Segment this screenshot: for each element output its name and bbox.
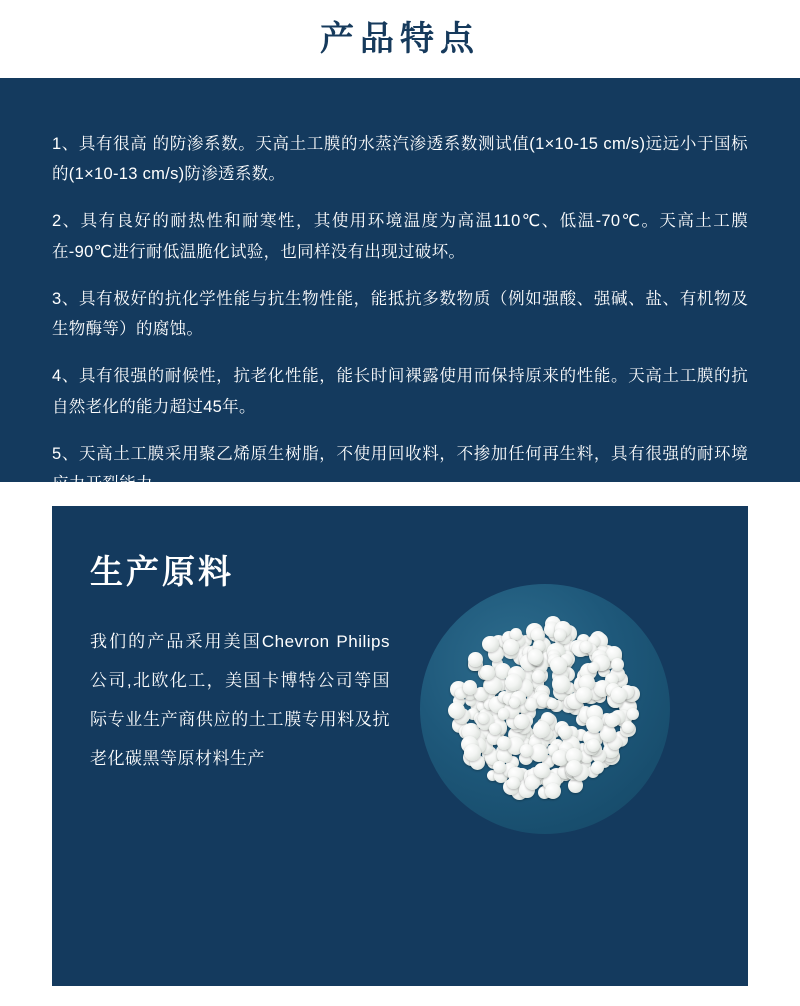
pellet bbox=[580, 641, 592, 653]
pellet bbox=[480, 665, 494, 679]
pellet bbox=[566, 760, 582, 776]
pellet bbox=[588, 662, 599, 673]
pellet bbox=[591, 761, 604, 774]
pellet bbox=[505, 674, 522, 691]
page-title-bar bbox=[0, 0, 800, 78]
pellet bbox=[622, 721, 634, 733]
pellet bbox=[552, 675, 569, 692]
pellet bbox=[528, 649, 544, 665]
pellet bbox=[463, 680, 478, 695]
pellet bbox=[493, 761, 506, 774]
pellet bbox=[507, 777, 520, 790]
pellet bbox=[558, 725, 572, 739]
pellet bbox=[611, 658, 624, 671]
pellet bbox=[468, 652, 483, 667]
feature-item: 4、具有很强的耐候性，抗老化性能，能长时间裸露使用而保持原来的性能。天高土工膜的抗自然老化的能力超过45年。 bbox=[52, 367, 748, 416]
raw-material-section bbox=[52, 506, 748, 986]
feature-item: 2、具有良好的耐热性和耐寒性，其使用环境温度为高温110℃、低温-70℃。天高土工膜在-90℃进行耐低温脆化试验，也同样没有出现过破坏。 bbox=[52, 212, 748, 261]
plastic-pellets-photo bbox=[420, 584, 670, 834]
pellet bbox=[586, 716, 603, 733]
pellet bbox=[550, 657, 567, 674]
pellet bbox=[605, 713, 620, 728]
pellet bbox=[576, 687, 591, 702]
pellet bbox=[600, 725, 616, 741]
pellet bbox=[498, 708, 509, 719]
pellet bbox=[587, 739, 599, 751]
feature-item: 1、具有很高 的防渗系数。天高土工膜的水蒸汽渗透系数测试值(1×10-15 cm/s)远远小于国标的(1×10-13 cm/s)防渗透系数。 bbox=[52, 134, 748, 184]
pellet bbox=[627, 708, 640, 721]
raw-material-body: 我们的产品采用美国Chevron Philips公司,北欧化工，美国卡博特公司等国际专业生产商供应的土工膜专用料及抗老化碳黑等原材料生产 bbox=[90, 631, 390, 768]
pellet bbox=[530, 744, 548, 762]
pellet bbox=[514, 714, 529, 729]
pellet bbox=[482, 636, 498, 652]
pellet bbox=[448, 702, 465, 719]
page-title: 产品特点 bbox=[320, 20, 480, 58]
raw-material-heading: 生产原料 bbox=[90, 553, 234, 590]
pellet bbox=[533, 721, 550, 738]
pellet bbox=[554, 629, 565, 640]
pellet bbox=[545, 783, 561, 799]
raw-material-text-column bbox=[52, 506, 392, 986]
pellet bbox=[497, 736, 511, 750]
raw-material-image-column bbox=[392, 506, 748, 986]
feature-item: 3、具有极好的抗化学性能与抗生物性能，能抵抗多数物质（例如强酸、强碱、盐、有机物及生物酶等）的腐蚀。 bbox=[52, 289, 748, 339]
pellet bbox=[503, 639, 519, 655]
features-panel bbox=[0, 78, 800, 494]
pellet bbox=[532, 670, 545, 683]
pellet-cluster bbox=[450, 616, 640, 802]
pellet bbox=[547, 698, 558, 709]
pellet bbox=[510, 628, 522, 640]
feature-item: 5、天高土工膜采用聚乙烯原生树脂，不使用回收料，不掺加任何再生料，具有很强的耐环境应力开裂能力。 bbox=[52, 444, 748, 494]
pellet bbox=[464, 744, 481, 761]
